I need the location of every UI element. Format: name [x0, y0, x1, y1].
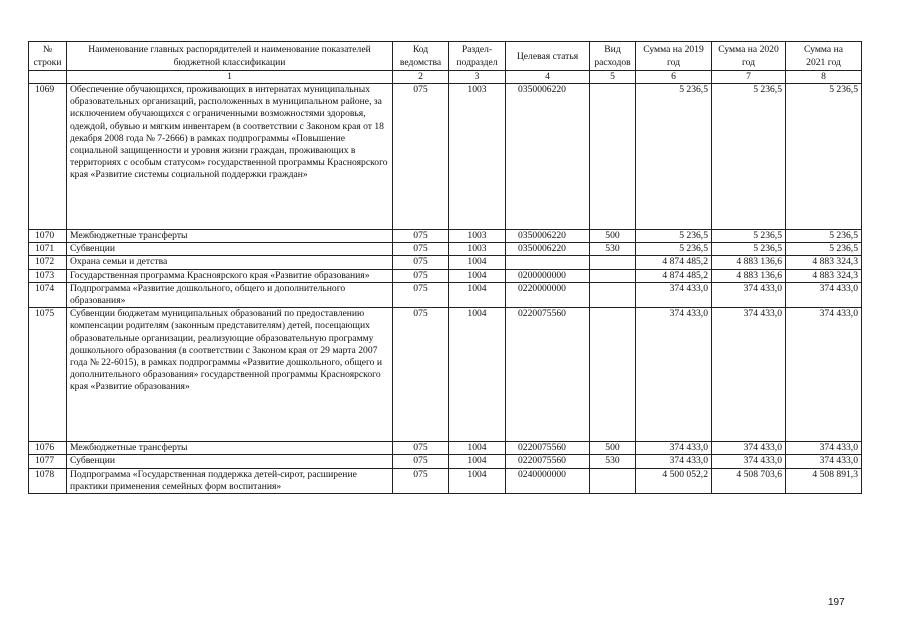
row-sum-2019: 4 874 485,2	[636, 256, 712, 269]
row-type	[590, 256, 636, 269]
row-sum-2021: 4 883 324,3	[786, 256, 862, 269]
row-name: Субвенции	[67, 243, 393, 256]
row-sum-2020: 374 433,0	[712, 282, 786, 307]
colnum-8: 8	[786, 71, 862, 84]
colnum-5: 5	[590, 71, 636, 84]
header-sum-2019: Сумма на 2019 год	[636, 42, 712, 71]
row-sum-2019: 5 236,5	[636, 230, 712, 243]
row-section: 1004	[449, 468, 506, 493]
row-target: 0200000000	[506, 269, 590, 282]
header-sum-2021: Сумма на 2021 год	[786, 42, 862, 71]
header-section: Раздел- подраздел	[449, 42, 506, 71]
header-code: Код ведомства	[393, 42, 449, 71]
row-sum-2020: 5 236,5	[712, 84, 786, 230]
row-number: 1074	[29, 282, 67, 307]
row-name: Подпрограмма «Развитие дошкольного, общего и дополнительного образования»	[67, 282, 393, 307]
row-sum-2020: 5 236,5	[712, 243, 786, 256]
row-code: 075	[393, 282, 449, 307]
table-row	[29, 256, 862, 269]
row-name: Подпрограмма «Государственная поддержка детей-сирот, расширение практики применения семейных форм воспитания»	[67, 468, 393, 493]
row-type	[590, 282, 636, 307]
row-sum-2020: 4 883 136,6	[712, 256, 786, 269]
row-sum-2019: 4 874 485,2	[636, 269, 712, 282]
row-type: 530	[590, 243, 636, 256]
row-number: 1075	[29, 308, 67, 442]
colnum-7: 7	[712, 71, 786, 84]
row-code: 075	[393, 243, 449, 256]
header-type: Вид расходов	[590, 42, 636, 71]
row-type	[590, 84, 636, 230]
row-number: 1076	[29, 442, 67, 455]
table-row	[29, 243, 862, 256]
colnum-1: 1	[67, 71, 393, 84]
row-name: Межбюджетные трансферты	[67, 442, 393, 455]
row-target: 0220075560	[506, 308, 590, 442]
row-section: 1003	[449, 230, 506, 243]
row-type	[590, 468, 636, 493]
budget-table	[28, 41, 862, 494]
colnum-2: 2	[393, 71, 449, 84]
table-row	[29, 84, 862, 230]
header-target: Целевая статья	[506, 42, 590, 71]
row-sum-2020: 4 883 136,6	[712, 269, 786, 282]
row-sum-2020: 374 433,0	[712, 308, 786, 442]
row-code: 075	[393, 256, 449, 269]
row-sum-2021: 4 883 324,3	[786, 269, 862, 282]
header-sum-2020: Сумма на 2020 год	[712, 42, 786, 71]
row-target: 0350006220	[506, 230, 590, 243]
row-target: 0220075560	[506, 442, 590, 455]
table-row	[29, 308, 862, 442]
table-header-row	[29, 42, 862, 71]
colnum-0	[29, 71, 67, 84]
row-code: 075	[393, 468, 449, 493]
row-sum-2019: 5 236,5	[636, 84, 712, 230]
page-number: 197	[828, 597, 845, 608]
row-name: Охрана семьи и детства	[67, 256, 393, 269]
table-row	[29, 442, 862, 455]
row-type	[590, 308, 636, 442]
column-numbers-row	[29, 71, 862, 84]
header-name: Наименование главных распорядителей и наименование показателей бюджетной классификации	[67, 42, 393, 71]
row-code: 075	[393, 308, 449, 442]
row-sum-2019: 374 433,0	[636, 442, 712, 455]
row-name: Субвенции	[67, 455, 393, 468]
row-number: 1073	[29, 269, 67, 282]
row-number: 1077	[29, 455, 67, 468]
row-target: 0220000000	[506, 282, 590, 307]
row-number: 1069	[29, 84, 67, 230]
row-sum-2020: 374 433,0	[712, 455, 786, 468]
row-section: 1003	[449, 243, 506, 256]
table-row	[29, 282, 862, 307]
row-sum-2019: 374 433,0	[636, 308, 712, 442]
row-section: 1004	[449, 455, 506, 468]
row-sum-2019: 374 433,0	[636, 282, 712, 307]
row-sum-2020: 5 236,5	[712, 230, 786, 243]
row-section: 1003	[449, 84, 506, 230]
row-section: 1004	[449, 442, 506, 455]
row-sum-2019: 374 433,0	[636, 455, 712, 468]
row-sum-2019: 5 236,5	[636, 243, 712, 256]
row-code: 075	[393, 455, 449, 468]
row-number: 1071	[29, 243, 67, 256]
row-type: 530	[590, 455, 636, 468]
row-name: Государственная программа Красноярского края «Развитие образования»	[67, 269, 393, 282]
row-code: 075	[393, 84, 449, 230]
row-sum-2020: 4 508 703,6	[712, 468, 786, 493]
row-section: 1004	[449, 269, 506, 282]
row-sum-2021: 374 433,0	[786, 442, 862, 455]
row-name: Межбюджетные трансферты	[67, 230, 393, 243]
row-sum-2021: 5 236,5	[786, 84, 862, 230]
row-section: 1004	[449, 308, 506, 442]
row-type	[590, 269, 636, 282]
row-target: 0220075560	[506, 455, 590, 468]
table-row	[29, 455, 862, 468]
row-sum-2021: 374 433,0	[786, 282, 862, 307]
row-section: 1004	[449, 282, 506, 307]
header-row-number: № строки	[29, 42, 67, 71]
row-name: Субвенции бюджетам муниципальных образований по предоставлению компенсации родителям (законным представителям) детей, посещающих образовательные организации, реализующие образовательную программу дошкольного образования (в соответствии с Законом края от 29 марта 2007 года № 22-6015), в рамках подпрограммы «Развитие дошкольного, общего и дополнительного образования» государственной программы Красноярского края «Развитие образования»	[67, 308, 393, 442]
row-code: 075	[393, 269, 449, 282]
row-sum-2021: 4 508 891,3	[786, 468, 862, 493]
row-name: Обеспечение обучающихся, проживающих в интернатах муниципальных образовательных организаций, расположенных в муниципальном районе, за исключением обучающихся с ограниченными возможностями здоровья, одеждой, обувью и мягким инвентарем (в соответствии с Законом края от 18 декабря 2008 года № 7-2666) в рамках подпрограммы «Повышение социальной защищенности и уровня жизни граждан, проживающих в территориях с особым статусом» государственной программы Красноярского края «Развитие системы социальной поддержки граждан»	[67, 84, 393, 230]
row-sum-2021: 374 433,0	[786, 455, 862, 468]
table-row	[29, 468, 862, 493]
row-code: 075	[393, 230, 449, 243]
row-number: 1078	[29, 468, 67, 493]
row-sum-2019: 4 500 052,2	[636, 468, 712, 493]
table-row	[29, 230, 862, 243]
row-sum-2021: 374 433,0	[786, 308, 862, 442]
row-number: 1070	[29, 230, 67, 243]
table-row	[29, 269, 862, 282]
row-target: 0240000000	[506, 468, 590, 493]
colnum-6: 6	[636, 71, 712, 84]
row-target	[506, 256, 590, 269]
row-target: 0350006220	[506, 84, 590, 230]
row-sum-2020: 374 433,0	[712, 442, 786, 455]
colnum-4: 4	[506, 71, 590, 84]
row-sum-2021: 5 236,5	[786, 243, 862, 256]
colnum-3: 3	[449, 71, 506, 84]
row-type: 500	[590, 442, 636, 455]
row-section: 1004	[449, 256, 506, 269]
row-sum-2021: 5 236,5	[786, 230, 862, 243]
row-type: 500	[590, 230, 636, 243]
row-number: 1072	[29, 256, 67, 269]
row-code: 075	[393, 442, 449, 455]
row-target: 0350006220	[506, 243, 590, 256]
